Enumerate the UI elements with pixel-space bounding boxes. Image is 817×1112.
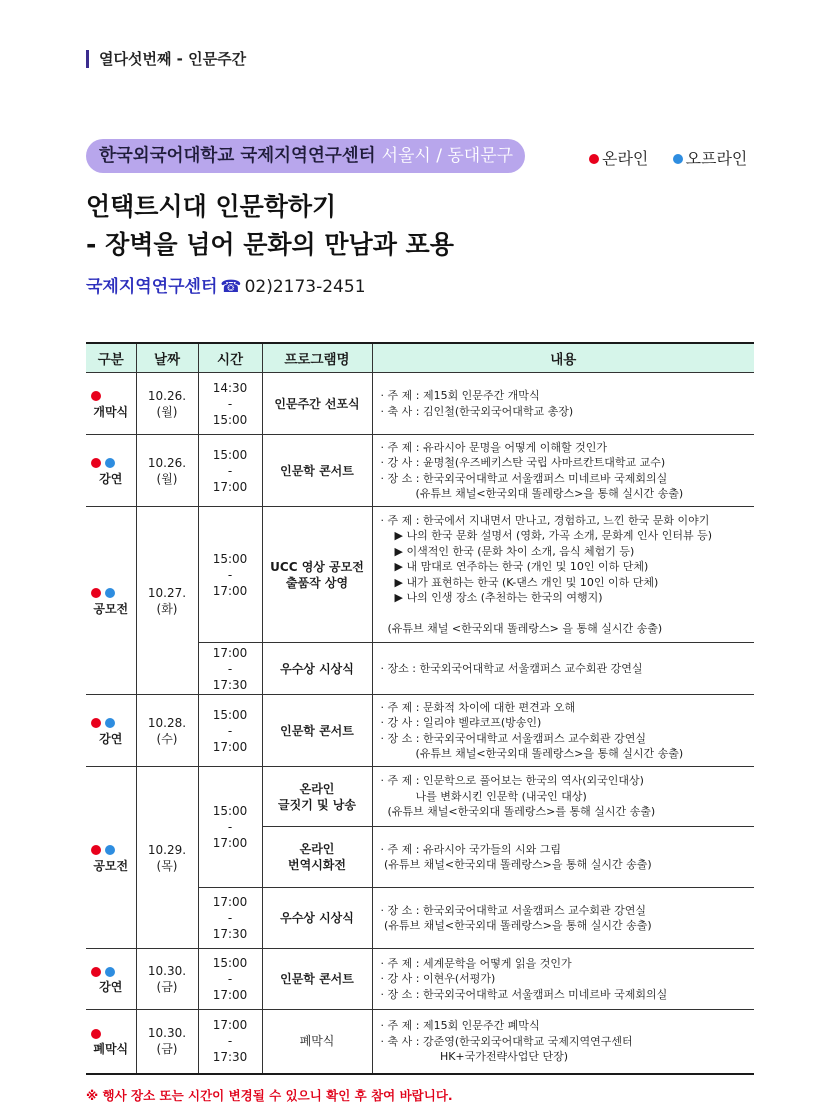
time-cell: 15:00 - 17:00 — [198, 435, 262, 507]
header-content: 내용 — [372, 343, 754, 373]
host-badge — [86, 139, 525, 173]
header-date: 날짜 — [136, 343, 198, 373]
online-dot-icon — [589, 154, 599, 164]
time-cell: 15:00 - 17:00 — [198, 695, 262, 767]
content-cell: · 주 제 : 제15회 인문주간 폐막식 · 축 사 : 강준영(한국외국어대학교 국제지역연구센터 HK+국가전략사업단 단장) — [372, 1010, 754, 1074]
table-row — [86, 507, 754, 643]
program-cell: 인문학 콘서트 — [262, 435, 372, 507]
category-cell: 강연 — [86, 949, 136, 1010]
program-cell: 온라인 글짓기 및 낭송 — [262, 767, 372, 827]
table-row — [86, 695, 754, 767]
table-row — [86, 1010, 754, 1074]
online-dot-icon — [91, 588, 101, 598]
content-cell: · 장소 : 한국외국어대학교 서울캠퍼스 교수회관 강연실 — [372, 643, 754, 695]
program-cell: 온라인 번역시화전 — [262, 827, 372, 888]
category-cell: 강연 — [86, 435, 136, 507]
online-dot-icon — [91, 967, 101, 977]
date-cell: 10.29. (목) — [136, 767, 198, 949]
category-cell: 강연 — [86, 695, 136, 767]
program-cell: 인문학 콘서트 — [262, 949, 372, 1010]
title-line-2: - 장벽을 넘어 문화의 만남과 포용 — [86, 230, 454, 259]
offline-dot-icon — [673, 154, 683, 164]
offline-dot-icon — [105, 458, 115, 468]
date-cell: 10.30. (금) — [136, 1010, 198, 1074]
schedule-table — [86, 342, 754, 1075]
legend-online: 온라인 — [602, 149, 649, 168]
program-cell: 인문주간 선포식 — [262, 373, 372, 435]
date-cell: 10.30. (금) — [136, 949, 198, 1010]
header-category: 구분 — [86, 343, 136, 373]
online-dot-icon — [91, 458, 101, 468]
legend — [589, 146, 747, 169]
online-dot-icon — [91, 391, 101, 401]
time-cell: 17:00 - 17:30 — [198, 1010, 262, 1074]
time-cell: 15:00 - 17:00 — [198, 767, 262, 888]
time-cell: 14:30 - 15:00 — [198, 373, 262, 435]
category-cell: 공모전 — [86, 507, 136, 695]
date-cell: 10.26. (월) — [136, 435, 198, 507]
table-row — [86, 767, 754, 827]
phone-icon: ☎ — [220, 277, 242, 297]
content-cell: · 주 제 : 문화적 차이에 대한 편견과 오해 · 강 사 : 일리야 벨랴코프(방송인) · 장 소 : 한국외국어대학교 서울캠퍼스 교수회관 강연실 (유튜브 채널<한국외대 똘레랑스>을 통해 실시간 송출) — [372, 695, 754, 767]
program-cell: 우수상 시상식 — [262, 888, 372, 949]
section-label: 열다섯번째 - 인문주간 — [86, 50, 246, 68]
date-cell: 10.27. (화) — [136, 507, 198, 695]
program-cell: 폐막식 — [262, 1010, 372, 1074]
category-cell: 폐막식 — [86, 1010, 136, 1074]
date-cell: 10.28. (수) — [136, 695, 198, 767]
program-cell: 우수상 시상식 — [262, 643, 372, 695]
host-organization: 한국외국어대학교 국제지역연구센터 — [99, 146, 376, 166]
program-cell: UCC 영상 공모전 출품작 상영 — [262, 507, 372, 643]
table-row — [86, 949, 754, 1010]
content-cell: · 주 제 : 한국에서 지내면서 만나고, 경험하고, 느낀 한국 문화 이야기 ▶ 나의 한국 문화 설명서 (영화, 가곡 소개, 문화계 인사 인터뷰 등) ▶ 이색적인 한국 (문화 차이 소개, 음식 체험기 등) ▶ 내 맘대로 연주하는 한국 (개인 및 10인 이하 단체) ▶ 내가 표현하는 한국 (K-댄스 개인 및 10인 이하 단체) ▶ 나의 인생 장소 (추천하는 한국의 여행지) (유튜브 채널 <한국외대 똘레랑스> 을 통해 실시간 송출) — [372, 507, 754, 643]
time-cell: 15:00 - 17:00 — [198, 507, 262, 643]
time-cell: 17:00 - 17:30 — [198, 888, 262, 949]
table-header-row — [86, 343, 754, 373]
table-row — [86, 373, 754, 435]
offline-dot-icon — [105, 718, 115, 728]
notice: ※ 행사 장소 또는 시간이 변경될 수 있으니 확인 후 참여 바랍니다. — [86, 1088, 453, 1103]
contact-name: 국제지역연구센터 — [86, 277, 218, 297]
content-cell: · 장 소 : 한국외국어대학교 서울캠퍼스 교수회관 강연실 (유튜브 채널<한국외대 똘레랑스>을 통해 실시간 송출) — [372, 888, 754, 949]
offline-dot-icon — [105, 588, 115, 598]
offline-dot-icon — [105, 967, 115, 977]
content-cell: · 주 제 : 세계문학을 어떻게 읽을 것인가 · 강 사 : 이현우(서평가) · 장 소 : 한국외국어대학교 서울캠퍼스 미네르바 국제회의실 — [372, 949, 754, 1010]
time-cell: 17:00 - 17:30 — [198, 643, 262, 695]
online-dot-icon — [91, 1029, 101, 1039]
page-title — [86, 188, 454, 264]
content-cell: · 주 제 : 유라시아 문명을 어떻게 이해할 것인가 · 강 사 : 윤명철(우즈베키스탄 국립 사마르칸트대학교 교수) · 장 소 : 한국외국어대학교 서울캠퍼스 미네르바 국제회의실 (유튜브 채널<한국외대 똘레랑스>을 통해 실시간 송출) — [372, 435, 754, 507]
program-cell: 인문학 콘서트 — [262, 695, 372, 767]
header-time: 시간 — [198, 343, 262, 373]
online-dot-icon — [91, 718, 101, 728]
category-cell: 공모전 — [86, 767, 136, 949]
content-cell: · 주 제 : 유라시아 국가들의 시와 그림 (유튜브 채널<한국외대 똘레랑스>을 통해 실시간 송출) — [372, 827, 754, 888]
legend-offline: 오프라인 — [685, 149, 748, 168]
online-dot-icon — [91, 845, 101, 855]
table-row — [86, 435, 754, 507]
contact-phone: 02)2173-2451 — [244, 277, 366, 297]
header-program: 프로그램명 — [262, 343, 372, 373]
title-line-1: 언택트시대 인문학하기 — [86, 192, 337, 221]
time-cell: 15:00 - 17:00 — [198, 949, 262, 1010]
contact — [86, 276, 366, 298]
date-cell: 10.26. (월) — [136, 373, 198, 435]
offline-dot-icon — [105, 845, 115, 855]
content-cell: · 주 제 : 인문학으로 풀어보는 한국의 역사(외국인대상) 나를 변화시킨 인문학 (내국인 대상) (유튜브 채널<한국외대 똘레랑스>를 통해 실시간 송출) — [372, 767, 754, 827]
content-cell: · 주 제 : 제15회 인문주간 개막식 · 축 사 : 김인철(한국외국어대학교 총장) — [372, 373, 754, 435]
host-location: 서울시 / 동대문구 — [381, 146, 514, 166]
category-cell: 개막식 — [86, 373, 136, 435]
